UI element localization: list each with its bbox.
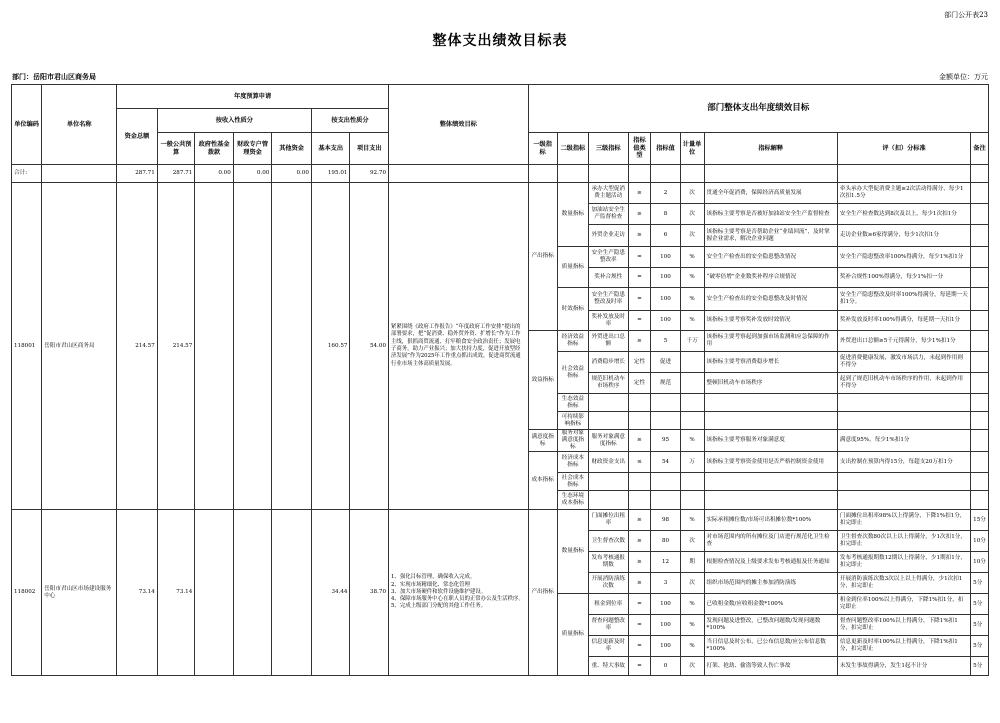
indicator-remark: 10分 [971,531,989,552]
indicator-type: ≥ [628,552,651,573]
total-finance: 0.00 [233,165,272,183]
indicator-value: 100 [651,615,680,636]
indicator-unit: 次 [680,225,704,247]
unit2-name: 岳阳市君山区市场建设服务中心 [42,510,117,676]
total-project: 92.70 [350,165,389,183]
header-explain: 指标解释 [704,133,837,165]
unit1-l2-economic: 经济效益指标 [557,331,588,352]
indicator-score: 安全生产检查数达到8次及以上，每少1次扣1分 [837,204,970,225]
indicator-score: 未发生事故得满分，发生1起不计分 [837,657,970,676]
indicator-value: 0 [651,657,680,676]
header-indicator-title: 部门整体支出年度绩效目标 [528,85,988,133]
unit2-basic: 34.44 [311,510,350,676]
indicator-value: 100 [651,268,680,288]
unit2-l1-output: 产出指标 [528,510,557,676]
indicator-value: 2 [651,183,680,204]
unit1-l1-output: 产出指标 [528,183,557,331]
indicator-type: 定性 [628,352,651,373]
total-general: 287.71 [157,165,194,183]
unit1-l2-service: 服务对象满意度指标 [557,430,588,452]
header-value: 指标值 [651,133,680,165]
table-row [12,183,989,204]
indicator-value: 54 [651,452,680,473]
indicator-value: 80 [651,531,680,552]
indicator-value: 100 [651,311,680,331]
unit1-l2-time: 时效指标 [557,288,588,331]
indicator-explain: 对市场范围内的所有摊位及门店进行规范化卫生检查 [704,531,837,552]
indicator-unit: 次 [680,183,704,204]
indicator-unit: 次 [680,657,704,676]
unit1-basic: 160.57 [311,183,350,510]
indicator-explain: 已收租金数/应收租金数*100% [704,594,837,615]
indicator-remark: 15分 [971,510,989,531]
unit2-general: 73.14 [157,510,194,676]
header-finance-special: 财政专户管理资金 [233,133,272,165]
indicator-explain: 安全生产检查出的安全隐患整改情况 [704,247,837,268]
performance-table [11,84,989,676]
indicator-score: 租金到位率100%以上得满分，下降1%扣1分，扣完即止 [837,594,970,615]
header-total-funds: 资金总额 [117,109,158,165]
indicator-value: 100 [651,594,680,615]
indicator-l3: 开展消防演练次数 [588,573,628,594]
indicator-unit [680,373,704,394]
unit1-l2-social: 社会效益指标 [557,352,588,394]
header-level2: 二级指标 [557,133,588,165]
indicator-remark: 5分 [971,636,989,657]
page-title: 整体支出绩效目标表 [432,33,568,49]
indicator-explain: 实际承租摊位数/市场可出租摊位数*100% [704,510,837,531]
indicator-value: 5 [651,331,680,352]
indicator-score: 奖补发放及时率100%得满分，每延期一天扣1分 [837,311,970,331]
unit2-l2-quality: 质量指标 [557,594,588,676]
indicator-type: = [628,657,651,676]
indicator-type: 定性 [628,373,651,394]
indicator-explain: 该指标主要考察服务对象满意度 [704,430,837,452]
unit1-l2-quality: 质量指标 [557,247,588,288]
indicator-unit [680,352,704,373]
indicator-value: 6 [651,225,680,247]
indicator-l3: 外贸企业走访 [588,225,628,247]
total-funds: 287.71 [117,165,158,183]
unit2-l2-quantity: 数量指标 [557,510,588,594]
unit1-l1-cost: 成本指标 [528,452,557,510]
indicator-explain: “破零倍增”企业数奖补程序合规情况 [704,268,837,288]
indicator-l3: 督查问题整改率 [588,615,628,636]
indicator-unit: 万 [680,452,704,473]
indicator-explain: 该指标主要考察消费稳步增长 [704,352,837,373]
indicator-l3: 承办大型促消费主题活动 [588,183,628,204]
indicator-unit: 千万 [680,331,704,352]
header-basic-exp: 基本支出 [311,133,350,165]
indicator-unit: 次 [680,573,704,594]
indicator-value: 100 [651,247,680,268]
unit1-l1-satisfaction: 满意度指标 [528,430,557,452]
indicator-score: 发布考核通报期数12期以上得满分，少1期扣1分，扣完即止 [837,552,970,573]
indicator-type: ≥ [628,510,651,531]
indicator-score: 开展消防演练次数3次以上以上得满分，少1次扣1分，扣完即止 [837,573,970,594]
indicator-type: ≤ [628,452,651,473]
indicator-l3: 外贸进出口总额 [588,331,628,352]
indicator-score: 牵头承办大型促消费主题≥2次活动得满分，每少1次扣1.5分 [837,183,970,204]
indicator-remark: 5分 [971,594,989,615]
indicator-l3: 租金到位率 [588,594,628,615]
indicator-unit: % [680,636,704,657]
header-unit: 计量单位 [680,133,704,165]
header-annual-budget: 年度预算申请 [117,85,389,109]
indicator-score: 走访企业数≥6家得满分，每少1次扣1分 [837,225,970,247]
header-by-source: 按收入性质分 [157,109,311,133]
header-level3: 三级指标 [588,133,628,165]
indicator-l3: 发布考核通报期数 [588,552,628,573]
indicator-score: 奖补合规性100%得满分，每少1%扣一分 [837,268,970,288]
total-row [12,165,989,183]
indicator-type: = [628,311,651,331]
indicator-unit: % [680,594,704,615]
indicator-score: 外贸进出口总额≥5千元得满分，每少1%扣1分 [837,331,970,352]
unit1-name: 岳阳市君山区商务局 [42,183,117,510]
indicator-remark: 5分 [971,573,989,594]
indicator-value: 100 [651,636,680,657]
indicator-score: 督查问题整改率100%以上得满分，下降1%扣1分，扣完即止 [837,615,970,636]
indicator-explain: 组织市场范围内的摊主参加消防演练 [704,573,837,594]
header-value-type: 指标值类型 [628,133,651,165]
indicator-l3: 服务对象满意度指标 [588,430,628,452]
indicator-explain: 该指标主要考察奖补发放时效情况 [704,311,837,331]
header-other-funds: 其他资金 [272,133,312,165]
unit2-code: 118002 [12,510,42,676]
header-scoring: 评（扣）分标准 [837,133,970,165]
indicator-explain: 该指标主要考察起到加强市场监测和应急保障的作用 [704,331,837,352]
unit1-l2-eco: 生态效益指标 [557,394,588,412]
table-row [12,510,989,531]
unit1-goal: 紧紧围绕《政府工作报告》“年度政府工作安排”提出的部署要求，把“促消费、稳外贸外资、扩增长”作为工作主线，狠抓商贸流通、打牢粮食安全政治责任；发展电子商务，助力产业振兴；加大扶持力度，促进开放型经济发展”作为2025年工作重点抓出成效，促进商贸流通行业市场主体高质量发展。 [389,183,529,510]
indicator-value: 100 [651,288,680,311]
indicator-value: 95 [651,430,680,452]
department-label: 部门：岳阳市君山区商务局 [12,72,96,81]
unit1-general: 214.57 [157,183,194,510]
unit1-l2-quantity: 数量指标 [557,183,588,247]
indicator-type: = [628,615,651,636]
indicator-type: ≥ [628,331,651,352]
unit1-code: 118001 [12,183,42,510]
indicator-score: 门面摊位出租率98%以上得满分，下降1%扣1分，扣完即止 [837,510,970,531]
indicator-score: 满意度95%，每少1%扣1分 [837,430,970,452]
indicator-explain: 贯通全年促消费，保障经济高质量发展 [704,183,837,204]
unit2-project: 38.70 [350,510,389,676]
unit1-l2-sustain: 可持续影响指标 [557,412,588,430]
indicator-unit: % [680,615,704,636]
doc-code: 部门公开表23 [944,11,988,19]
indicator-unit: 期 [680,552,704,573]
indicator-unit: % [680,430,704,452]
indicator-l3: 安全生产隐患整改及时率 [588,288,628,311]
indicator-remark: 5分 [971,657,989,676]
indicator-explain: 发现问题及进整改，已整改问题数/发现问题数*100% [704,615,837,636]
indicator-explain: 该指标主要考察是否帮助企业“业绩回流”，及时掌握企业需求，解决企业问题 [704,225,837,247]
indicator-l3: 规范旧机动车市场秩序 [588,373,628,394]
unit2-total: 73.14 [117,510,158,676]
total-label: 合计: [12,165,42,183]
indicator-l3: 门面摊位出租率 [588,510,628,531]
header-remark: 备注 [971,133,989,165]
indicator-unit: % [680,311,704,331]
unit1-l2-econ-cost: 经济成本指标 [557,452,588,473]
indicator-explain: 根据检查情况及上级要求发布考核通报及任务通知 [704,552,837,573]
indicator-l3: 加油站安全生产监督检查 [588,204,628,225]
unit2-goal: 1、强化目标管理，确保收入完成。 2、实现市场精细化、常态化管理 3、加大市场硬件和软件设施维护建设。 4、保障市场服务中心在职人员的正常办公及生活秩序。 5、完成上级部门分配的其他工作任务。 [389,510,529,676]
indicator-explain: 当日信息及时公布，已公布信息数/应公布信息数*100% [704,636,837,657]
indicator-type: = [628,288,651,311]
indicator-l3: 消费稳步增长 [588,352,628,373]
header-project-exp: 项目支出 [350,133,389,165]
indicator-value: 规范 [651,373,680,394]
unit1-total: 214.57 [117,183,158,510]
header-level1: 一级指标 [528,133,557,165]
indicator-unit: % [680,288,704,311]
unit-label: 金额单位：万元 [939,73,988,81]
total-gov: 0.00 [195,165,234,183]
unit1-project: 54.00 [350,183,389,510]
indicator-score: 信息更新及时率100%以上得满分，下降1%扣1分，扣完即止 [837,636,970,657]
header-gov-fund: 政府性基金拨款 [195,133,234,165]
indicator-type: = [628,247,651,268]
header-overall-goal: 整体绩效目标 [389,85,529,165]
indicator-l3: 卫生督查次数 [588,531,628,552]
indicator-type: ≥ [628,573,651,594]
indicator-remark: 10分 [971,552,989,573]
indicator-type: = [628,636,651,657]
indicator-value: 8 [651,204,680,225]
indicator-score: 安全生产隐患整改及时率100%得满分，每延期一天扣1分。 [837,288,970,311]
indicator-l3: 奖补发放及时率 [588,311,628,331]
indicator-unit: % [680,268,704,288]
indicator-score: 卫生督查次数80次以上以上得满分，少1次扣1分，扣完即止 [837,531,970,552]
unit1-l1-benefit: 效益指标 [528,331,557,430]
header-general-budget: 一般公共预算 [157,133,194,165]
indicator-type: ≥ [628,204,651,225]
indicator-unit: 次 [680,531,704,552]
indicator-value: 3 [651,573,680,594]
indicator-score: 起到了规范旧机动车市场秩序的作用，未起到作用不得分 [837,373,970,394]
indicator-type: = [628,268,651,288]
indicator-l3: 奖补合规性 [588,268,628,288]
indicator-score: 促进消费健康发展，激发市场活力，未起到作用则不得分 [837,352,970,373]
indicator-score: 安全生产隐患整改率100%得满分，每少1%扣1分 [837,247,970,268]
indicator-l3: 安全生产隐患整改率 [588,247,628,268]
indicator-type: = [628,594,651,615]
indicator-l3: 财政资金支出 [588,452,628,473]
header-by-use: 按支出性质分 [311,109,388,133]
unit1-l2-env-cost: 生态环境成本指标 [557,491,588,510]
indicator-score: 支出控制在预算内得15分，每超支20万扣1分 [837,452,970,473]
indicator-type: ≥ [628,183,651,204]
indicator-l3: 重、特大事故 [588,657,628,676]
indicator-l3: 信息更新及时率 [588,636,628,657]
indicator-remark: 5分 [971,615,989,636]
indicator-explain: 该指标主要考察资金使用是否严格控制资金使用 [704,452,837,473]
header-unit-name: 单位名称 [42,85,117,165]
indicator-unit: % [680,510,704,531]
indicator-type: ≥ [628,430,651,452]
header-unit-code: 单位编码 [12,85,42,165]
indicator-unit: 次 [680,204,704,225]
indicator-explain: 打架、抢劫、偷盗等致人伤亡事故 [704,657,837,676]
indicator-value: 12 [651,552,680,573]
indicator-type: ≥ [628,531,651,552]
indicator-value: 98 [651,510,680,531]
indicator-type: ≥ [628,225,651,247]
indicator-explain: 整顿旧机动车市场秩序 [704,373,837,394]
unit1-l2-social-cost: 社会成本指标 [557,473,588,491]
total-basic: 195.01 [311,165,350,183]
indicator-value: 促进 [651,352,680,373]
indicator-explain: 安全生产检查出的安全隐患整改及时情况 [704,288,837,311]
total-other: 0.00 [272,165,312,183]
indicator-unit: % [680,247,704,268]
indicator-explain: 该指标主要考察是否被好加油站安全生产监督检查 [704,204,837,225]
